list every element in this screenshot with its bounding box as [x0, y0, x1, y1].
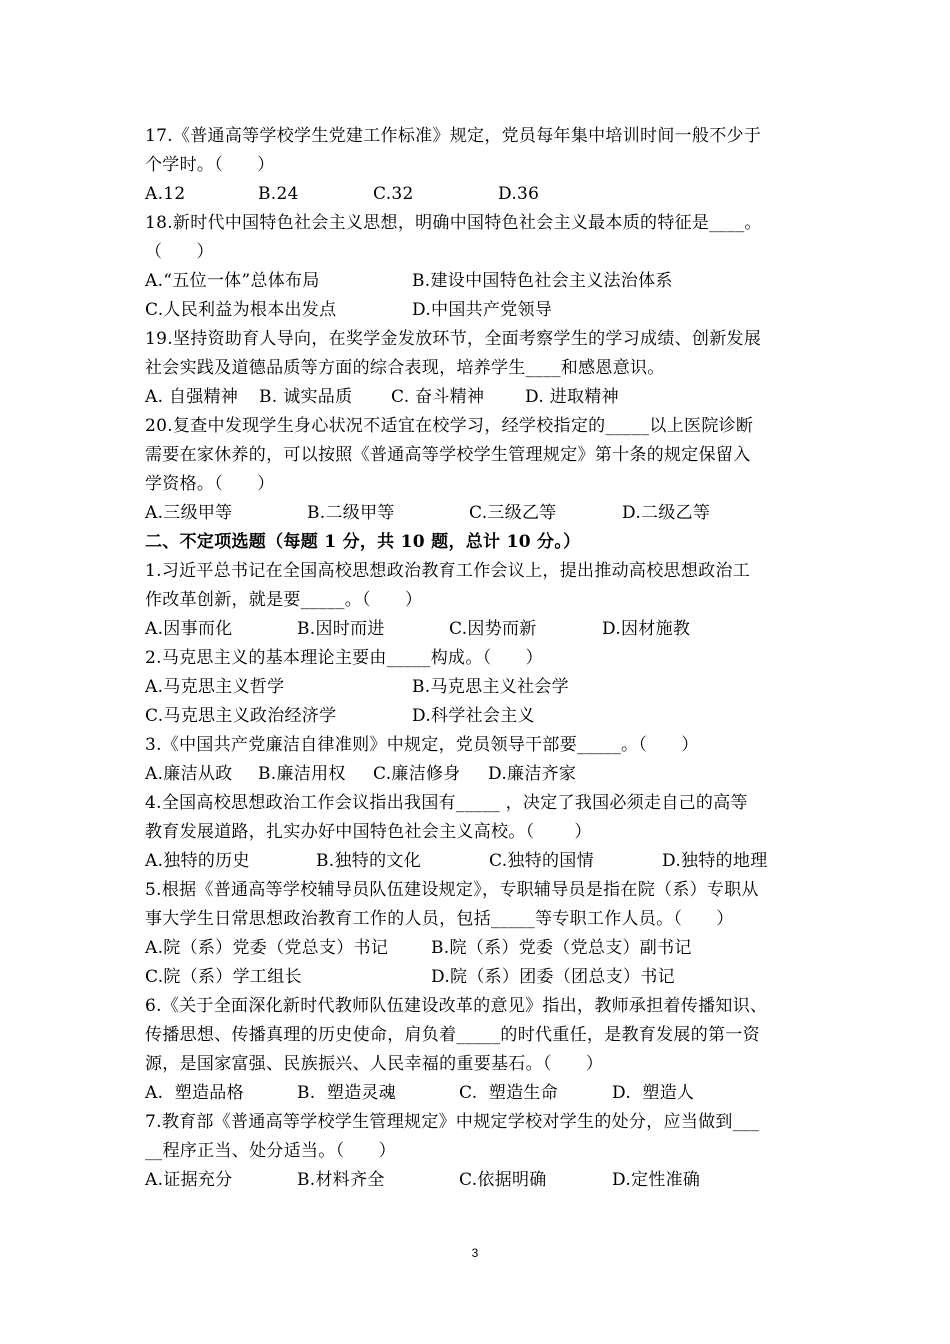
question-text: 个学时。（ ） — [145, 155, 275, 175]
question-text: 17.《普通高等学校学生党建工作标准》规定，党员每年集中培训时间一般不少于 — [145, 126, 762, 146]
answer-options — [145, 180, 835, 209]
answer-options — [145, 847, 835, 876]
question-text: 源，是国家富强、民族振兴、人民幸福的重要基石。（ ） — [145, 1054, 604, 1074]
answer-option: A.院（系）党委（党总支）书记 — [145, 938, 389, 958]
answer-option: C.32 — [373, 184, 414, 204]
question-text: （ ） — [145, 242, 214, 262]
question-text: 教育发展道路，扎实办好中国特色社会主义高校。（ ） — [145, 822, 592, 842]
answer-option: A.廉洁从政 — [145, 764, 233, 784]
answer-options — [145, 1079, 835, 1108]
answer-option: C. 奋斗精神 — [391, 387, 485, 407]
answer-option: C.三级乙等 — [469, 503, 557, 523]
answer-options — [145, 934, 835, 963]
answer-options — [145, 1166, 835, 1195]
question-text: 20.复查中发现学生身心状况不适宜在校学习，经学校指定的_____以上医院诊断 — [145, 416, 754, 436]
answer-option: B.独特的文化 — [316, 851, 421, 871]
answer-option: B.廉洁用权 — [258, 764, 346, 784]
question-text: 5.根据《普通高等学校辅导员队伍建设规定》，专职辅导员是指在院（系）专职从 — [145, 880, 759, 900]
answer-option: A.12 — [145, 184, 186, 204]
answer-options — [145, 267, 835, 296]
question-text: 1.习近平总书记在全国高校思想政治教育工作会议上，提出推动高校思想政治工 — [145, 561, 751, 581]
question-text: 2.马克思主义的基本理论主要由_____构成。（ ） — [145, 648, 543, 668]
answer-option: A.“五位一体”总体布局 — [145, 271, 320, 291]
answer-option: D.科学社会主义 — [412, 706, 535, 726]
answer-option: C.马克思主义政治经济学 — [145, 706, 337, 726]
answer-option: C.依据明确 — [459, 1170, 547, 1190]
answer-option: A.马克思主义哲学 — [145, 677, 285, 697]
answer-options — [145, 383, 835, 412]
answer-option: A.独特的历史 — [145, 851, 250, 871]
answer-option: B. 塑造灵魂 — [297, 1083, 397, 1103]
answer-option: A.因事而化 — [145, 619, 233, 639]
question-text: 19.坚持资助育人导向，在奖学金发放环节，全面考察学生的学习成绩、创新发展 — [145, 329, 762, 349]
answer-option: B.马克思主义社会学 — [412, 677, 569, 697]
answer-option: D. 进取精神 — [525, 387, 619, 407]
question-text: 学资格。（ ） — [145, 474, 275, 494]
question-text: 4.全国高校思想政治工作会议指出我国有_____ ，决定了我国必须走自己的高等 — [145, 793, 748, 813]
answer-option: A.证据充分 — [145, 1170, 233, 1190]
question-text: 传播思想、传播真理的历史使命，肩负着_____的时代重任，是教育发展的第一资 — [145, 1025, 760, 1045]
answer-options — [145, 673, 835, 702]
question-text: 7.教育部《普通高等学校学生管理规定》中规定学校对学生的处分，应当做到___ — [145, 1112, 760, 1132]
answer-options — [145, 499, 835, 528]
exam-content — [145, 122, 835, 1195]
answer-option: C. 塑造生命 — [459, 1083, 559, 1103]
answer-option: D.中国共产党领导 — [412, 300, 553, 320]
answer-option: D.因材施教 — [602, 619, 691, 639]
question-text: 作改革创新，就是要_____。（ ） — [145, 590, 423, 610]
answer-option: D.独特的地理 — [662, 851, 768, 871]
answer-options — [145, 963, 835, 992]
answer-option: D.院（系）团委（团总支）书记 — [431, 967, 675, 987]
answer-option: B.24 — [258, 184, 299, 204]
question-text: __程序正当、处分适当。（ ） — [145, 1141, 396, 1161]
answer-option: B.院（系）党委（党总支）副书记 — [431, 938, 692, 958]
answer-option: D.36 — [498, 184, 540, 204]
section-heading: 二、不定项选题（每题 1 分，共 10 题，总计 10 分。） — [145, 532, 581, 552]
question-text: 需要在家休养的，可以按照《普通高等学校学生管理规定》第十条的规定保留入 — [145, 445, 751, 465]
answer-option: C.独特的国情 — [489, 851, 594, 871]
answer-option: A. 自强精神 — [145, 387, 239, 407]
answer-option: B.建设中国特色社会主义法治体系 — [412, 271, 673, 291]
answer-option: D. 塑造人 — [612, 1083, 695, 1103]
question-text: 事大学生日常思想政治教育工作的人员，包括_____等专职工作人员。（ ） — [145, 909, 734, 929]
answer-option: B.因时而进 — [297, 619, 385, 639]
question-text: 社会实践及道德品质等方面的综合表现，培养学生____和感恩意识。 — [145, 358, 665, 378]
answer-option: B.二级甲等 — [307, 503, 395, 523]
answer-option: A.三级甲等 — [145, 503, 233, 523]
answer-option: C.院（系）学工组长 — [145, 967, 302, 987]
answer-option: C.廉洁修身 — [373, 764, 461, 784]
answer-option: D.二级乙等 — [622, 503, 711, 523]
answer-option: A. 塑造品格 — [145, 1083, 244, 1103]
page-number: 3 — [471, 1246, 479, 1260]
answer-options — [145, 615, 835, 644]
question-text: 6.《关于全面深化新时代教师队伍建设改革的意见》指出，教师承担着传播知识、 — [145, 996, 768, 1016]
answer-options — [145, 296, 835, 325]
answer-option: C.人民利益为根本出发点 — [145, 300, 337, 320]
question-text: 3.《中国共产党廉洁自律准则》中规定，党员领导干部要_____。（ ） — [145, 735, 699, 755]
answer-options — [145, 702, 835, 731]
answer-option: D.定性准确 — [612, 1170, 701, 1190]
answer-option: D.廉洁齐家 — [488, 764, 577, 784]
answer-option: B.材料齐全 — [297, 1170, 385, 1190]
question-text: 18.新时代中国特色社会主义思想，明确中国特色社会主义最本质的特征是____。 — [145, 213, 762, 233]
answer-option: B. 诚实品质 — [259, 387, 353, 407]
answer-options — [145, 760, 835, 789]
answer-option: C.因势而新 — [449, 619, 537, 639]
